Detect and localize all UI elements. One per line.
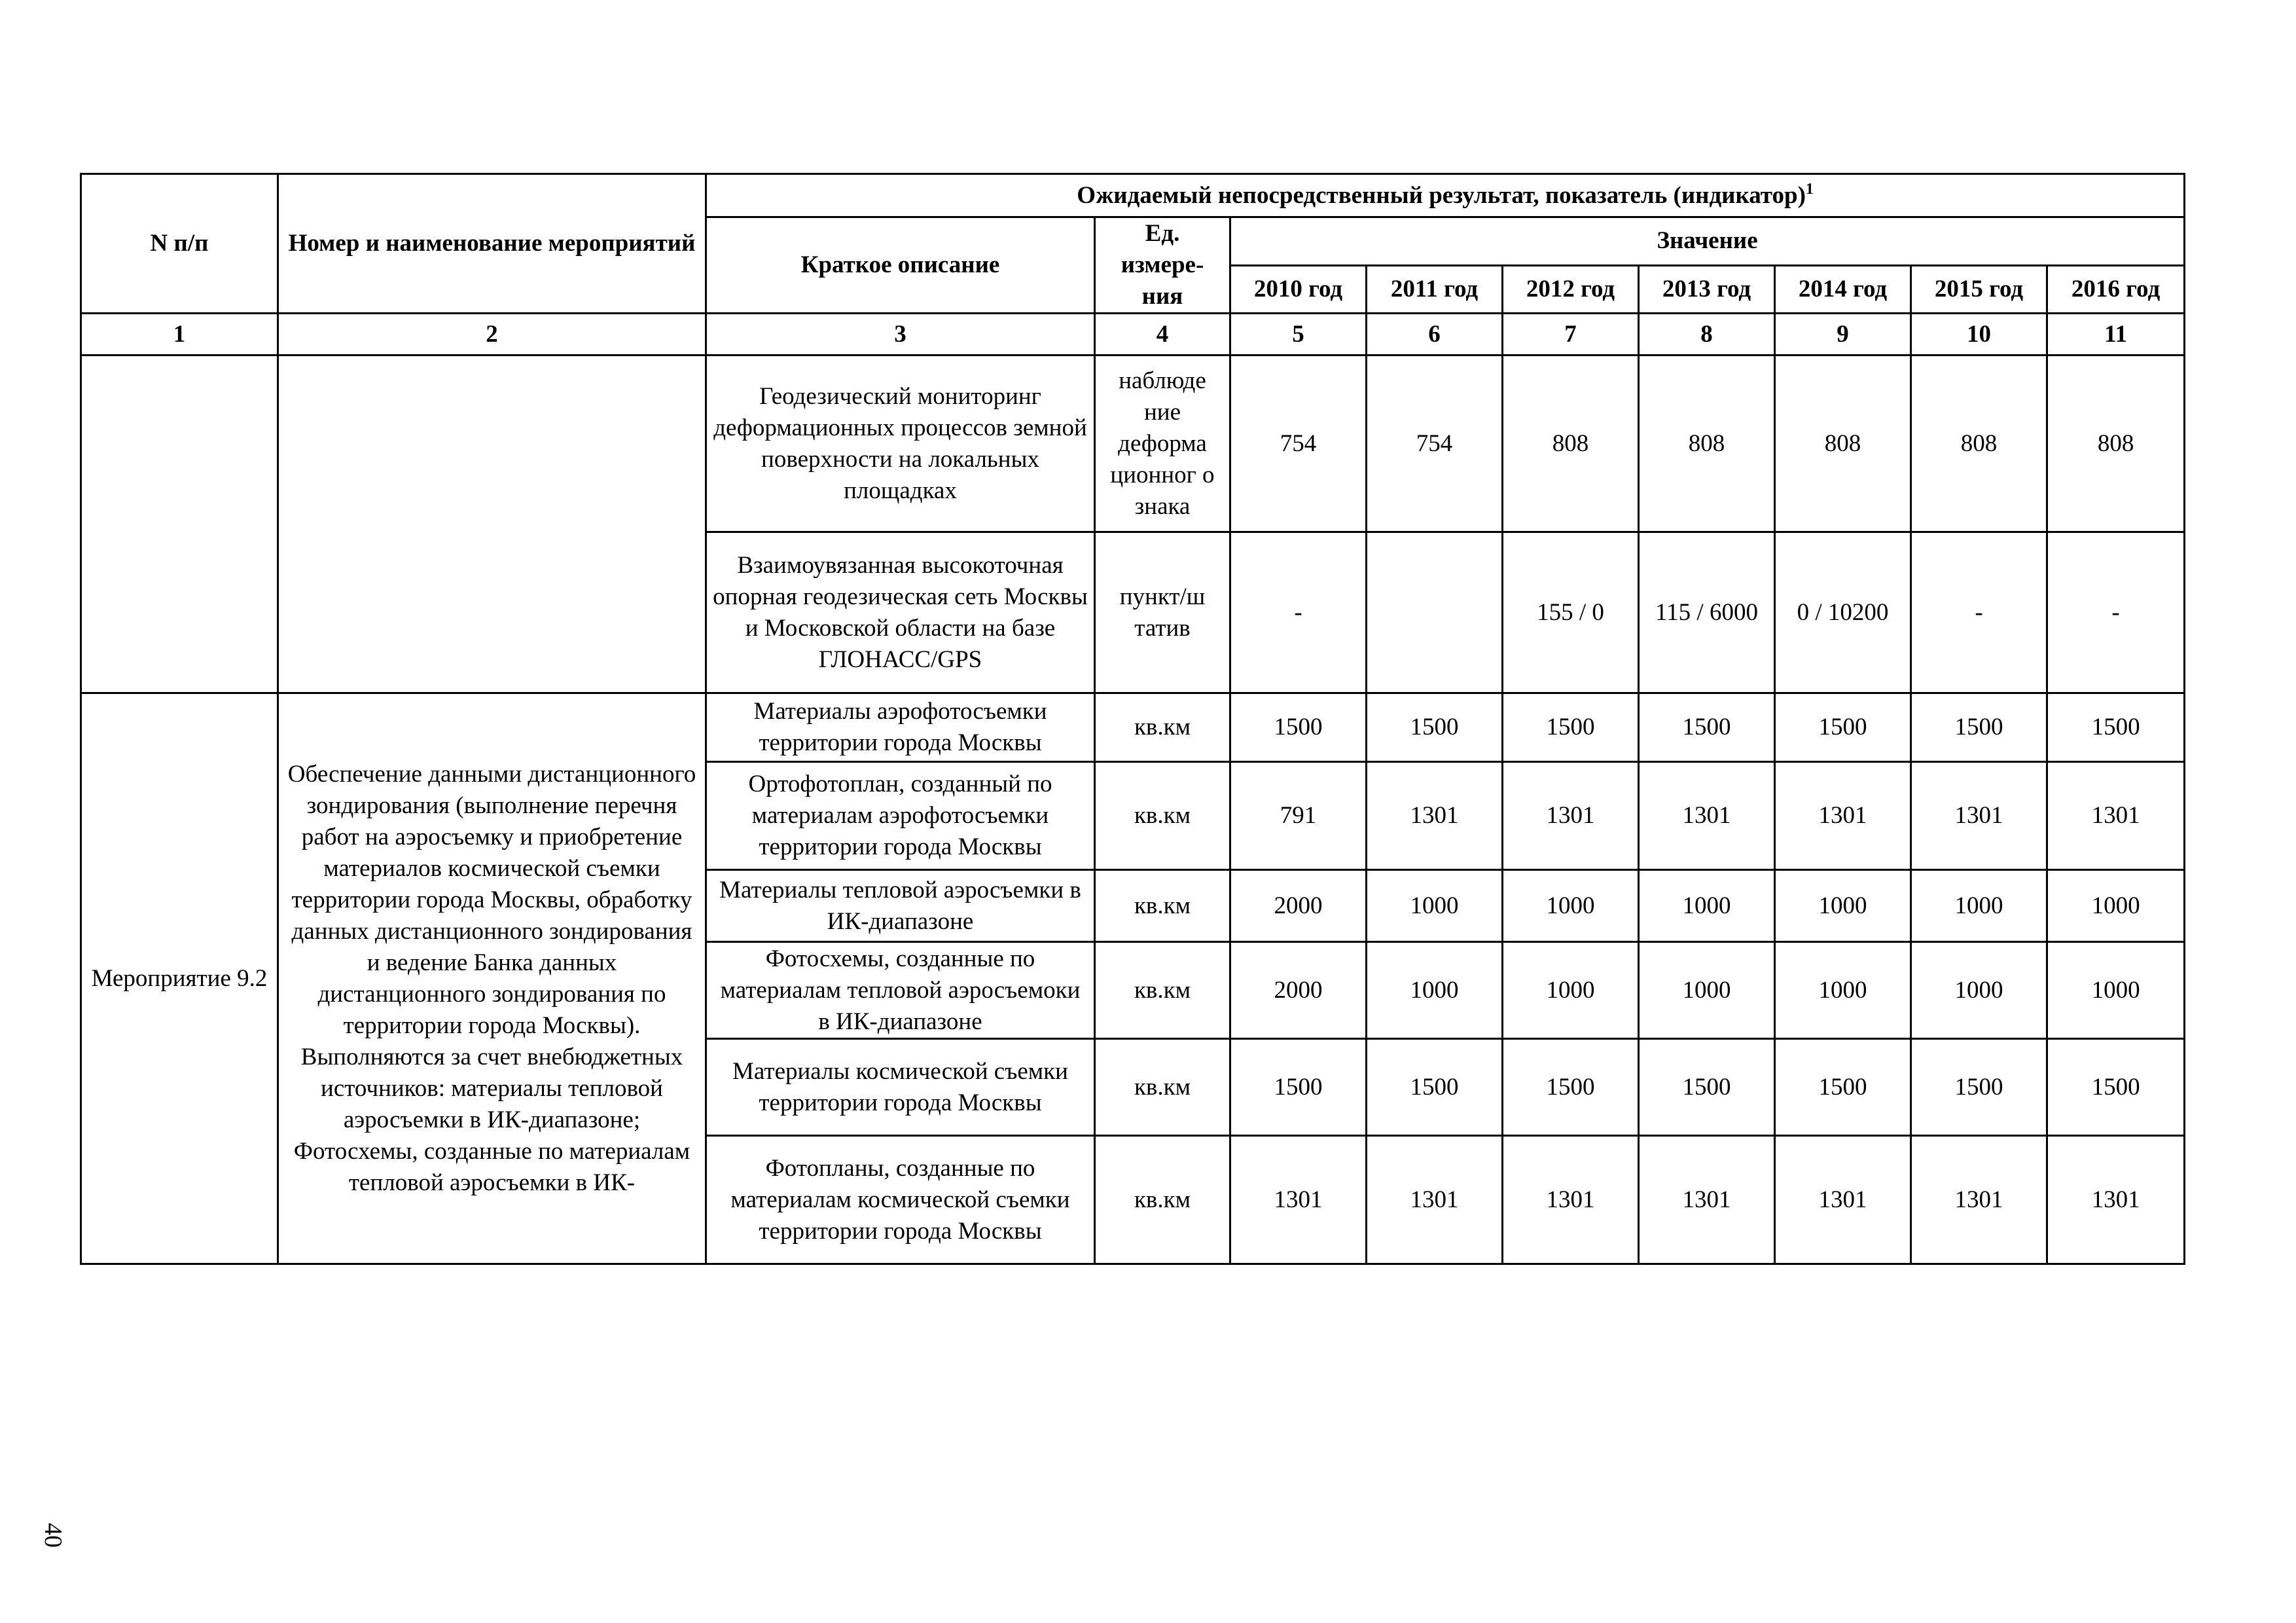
row-value: 1000	[1639, 942, 1775, 1039]
row-value: 1500	[1367, 1039, 1503, 1136]
column-number: 7	[1503, 314, 1639, 356]
row-value: 1500	[1230, 1039, 1367, 1136]
row-value: 1301	[1911, 762, 2047, 870]
row-value: 1500	[1503, 693, 1639, 762]
row-value: 808	[1639, 356, 1775, 532]
row-unit: наблюде ние деформа ционног о знака	[1095, 356, 1230, 532]
row-value: 155 / 0	[1503, 532, 1639, 693]
header-values: Значение	[1230, 217, 2185, 266]
row-unit: пункт/ш татив	[1095, 532, 1230, 693]
row-value: 1301	[1911, 1136, 2047, 1264]
row-value: 1000	[1367, 942, 1503, 1039]
row-description: Материалы тепловой аэросъемки в ИК-диапазоне	[706, 870, 1095, 942]
table-row	[81, 356, 2185, 532]
row-description: Фотопланы, созданные по материалам космической съемки территории города Москвы	[706, 1136, 1095, 1264]
column-number: 1	[81, 314, 278, 356]
row-value: 1500	[1230, 693, 1367, 762]
row-value: 808	[1911, 356, 2047, 532]
row-value: 2000	[1230, 942, 1367, 1039]
indicators-table	[80, 173, 2185, 1265]
row-value: 1301	[1775, 762, 1911, 870]
row-value: 1500	[2047, 693, 2185, 762]
header-year: 2015 год	[1911, 265, 2047, 314]
row-description: Материалы космической съемки территории города Москвы	[706, 1039, 1095, 1136]
header-year: 2010 год	[1230, 265, 1367, 314]
row-description: Ортофотоплан, созданный по материалам аэрофотосъемки территории города Москвы	[706, 762, 1095, 870]
row-description: Геодезический мониторинг деформационных процессов земной поверхности на локальных площадках	[706, 356, 1095, 532]
footnote-marker: 1	[1805, 180, 1814, 198]
row-value: 2000	[1230, 870, 1367, 942]
column-number: 10	[1911, 314, 2047, 356]
header-unit: Ед. измере-ния	[1095, 217, 1230, 314]
row-unit: кв.км	[1095, 762, 1230, 870]
measure-name: Обеспечение данными дистанционного зондирования (выполнение перечня работ на аэросъемку и приобретение материалов космической съемки территории города Москвы, обработку данных дистанционного зондирования и ведение Банка данных дистанционного зондирования по территории города Москвы). Выполняются за счет внебюджетных источников: материалы тепловой аэросъемки в ИК-диапазоне; Фотосхемы, созданные по материалам тепловой аэросъемки в ИК-	[278, 693, 706, 1264]
row-value: 1301	[1367, 1136, 1503, 1264]
column-number: 2	[278, 314, 706, 356]
row-value: 1301	[1639, 762, 1775, 870]
row-description: Фотосхемы, созданные по материалам тепловой аэросъемоки в ИК-диапазоне	[706, 942, 1095, 1039]
row-value: 1301	[1639, 1136, 1775, 1264]
row-value: 1000	[1503, 942, 1639, 1039]
row-value: 1301	[2047, 1136, 2185, 1264]
row-unit: кв.км	[1095, 1136, 1230, 1264]
column-number: 9	[1775, 314, 1911, 356]
header-expected-result	[706, 174, 2185, 217]
column-number: 3	[706, 314, 1095, 356]
row-value: -	[1911, 532, 2047, 693]
row-unit: кв.км	[1095, 870, 1230, 942]
row-value: 1500	[1639, 1039, 1775, 1136]
row-value: 754	[1230, 356, 1367, 532]
header-expected-result-text: Ожидаемый непосредственный результат, показатель (индикатор)	[1077, 181, 1806, 209]
row-value: 1301	[1503, 1136, 1639, 1264]
row-value: 1301	[1230, 1136, 1367, 1264]
row-value: 1301	[2047, 762, 2185, 870]
row-value: 808	[1775, 356, 1911, 532]
row-unit: кв.км	[1095, 942, 1230, 1039]
row-value: 1000	[2047, 942, 2185, 1039]
row-value: 1500	[1503, 1039, 1639, 1136]
row-unit: кв.км	[1095, 693, 1230, 762]
row-value: 1500	[2047, 1039, 2185, 1136]
column-number: 8	[1639, 314, 1775, 356]
column-number: 6	[1367, 314, 1503, 356]
row-value: 808	[1503, 356, 1639, 532]
row-value	[1367, 532, 1503, 693]
measure-number: Мероприятие 9.2	[81, 693, 278, 1264]
row-value: 1500	[1911, 1039, 2047, 1136]
row-value: 1000	[1775, 870, 1911, 942]
header-measure-name: Номер и наименование мероприятий	[278, 174, 706, 314]
row-description: Материалы аэрофотосъемки территории города Москвы	[706, 693, 1095, 762]
page-number: 40	[39, 1523, 67, 1548]
row-value: 754	[1367, 356, 1503, 532]
table-row	[81, 693, 2185, 762]
row-value: 808	[2047, 356, 2185, 532]
row-description: Взаимоувязанная высокоточная опорная геодезическая сеть Москвы и Московской области на базе ГЛОНАСС/GPS	[706, 532, 1095, 693]
header-year: 2012 год	[1503, 265, 1639, 314]
row-value: 1000	[1367, 870, 1503, 942]
row-value: 1000	[1503, 870, 1639, 942]
row-unit: кв.км	[1095, 1039, 1230, 1136]
row-value: -	[1230, 532, 1367, 693]
row-value: 1301	[1775, 1136, 1911, 1264]
row-value: 1000	[2047, 870, 2185, 942]
header-year: 2014 год	[1775, 265, 1911, 314]
row-value: 1500	[1639, 693, 1775, 762]
row-value: 1000	[1775, 942, 1911, 1039]
row-value: 1301	[1503, 762, 1639, 870]
row-value: 1000	[1639, 870, 1775, 942]
header-year: 2011 год	[1367, 265, 1503, 314]
row-value: 0 / 10200	[1775, 532, 1911, 693]
column-number: 5	[1230, 314, 1367, 356]
row-value: 115 / 6000	[1639, 532, 1775, 693]
continued-number-cell	[81, 356, 278, 693]
row-value: 1500	[1911, 693, 2047, 762]
row-value: 791	[1230, 762, 1367, 870]
continued-name-cell	[278, 356, 706, 693]
column-number: 11	[2047, 314, 2185, 356]
header-description: Краткое описание	[706, 217, 1095, 314]
header-year: 2016 год	[2047, 265, 2185, 314]
row-value: 1000	[1911, 870, 2047, 942]
row-value: 1500	[1775, 1039, 1911, 1136]
header-number: N п/п	[81, 174, 278, 314]
header-year: 2013 год	[1639, 265, 1775, 314]
row-value: 1500	[1367, 693, 1503, 762]
row-value: -	[2047, 532, 2185, 693]
row-value: 1301	[1367, 762, 1503, 870]
row-value: 1500	[1775, 693, 1911, 762]
column-number: 4	[1095, 314, 1230, 356]
row-value: 1000	[1911, 942, 2047, 1039]
